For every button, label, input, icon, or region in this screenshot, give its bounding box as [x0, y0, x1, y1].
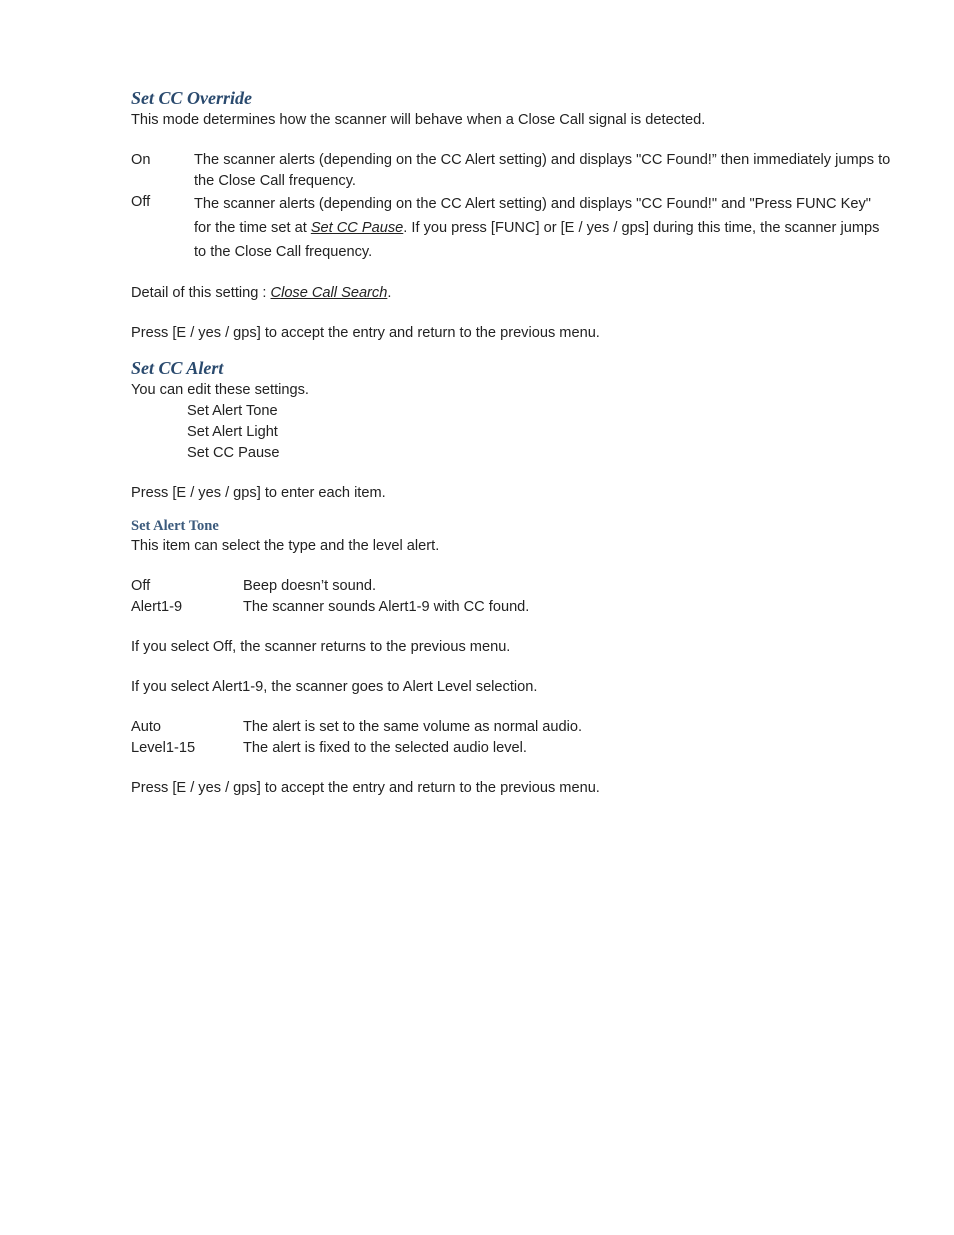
alert-press-note: Press [E / yes / gps] to enter each item. — [131, 485, 386, 501]
override-detail: Detail of this setting : Close Call Search. — [131, 285, 392, 301]
tone-press-note: Press [E / yes / gps] to accept the entry and return to the previous menu. — [131, 780, 600, 796]
option-term: Alert1-9 — [131, 599, 183, 615]
override-press-note: Press [E / yes / gps] to accept the entry and return to the previous menu. — [131, 325, 600, 341]
option-term: On — [131, 152, 151, 168]
link-set-cc-pause[interactable]: Set CC Pause — [310, 220, 404, 236]
option-term: Auto — [131, 719, 162, 735]
level-option-level — [131, 738, 891, 759]
link-close-call-search[interactable]: Close Call Search — [270, 285, 388, 301]
option-term: Level1-15 — [131, 740, 196, 756]
alert-intro: You can edit these settings. — [131, 382, 309, 398]
override-intro: This mode determines how the scanner will behave when a Close Call signal is detected. — [131, 112, 706, 128]
option-desc: The scanner sounds Alert1-9 with CC found. — [243, 599, 530, 615]
document-page — [131, 86, 891, 799]
option-term: Off — [131, 578, 151, 594]
section-title-set-cc-override: Set CC Override — [131, 88, 252, 108]
option-term: Off — [131, 194, 151, 210]
tone-option-alert — [131, 597, 891, 618]
option-desc: The alert is set to the same volume as normal audio. — [243, 719, 583, 735]
override-option-on — [131, 150, 891, 192]
override-option-off — [131, 192, 891, 264]
alert-item-light: Set Alert Light — [187, 424, 278, 440]
option-desc: The scanner alerts (depending on the CC Alert setting) and displays "CC Found!” then immediately jumps to the Close Call frequency. — [194, 152, 891, 189]
tone-intro: This item can select the type and the level alert. — [131, 538, 440, 554]
option-desc: The alert is fixed to the selected audio level. — [243, 740, 527, 756]
section-title-set-cc-alert: Set CC Alert — [131, 358, 224, 378]
tone-note-alert: If you select Alert1-9, the scanner goes to Alert Level selection. — [131, 679, 538, 695]
alert-item-pause: Set CC Pause — [187, 445, 280, 461]
level-option-auto — [131, 717, 891, 738]
alert-item-tone: Set Alert Tone — [187, 403, 278, 419]
tone-option-off — [131, 576, 891, 597]
option-desc: Beep doesn’t sound. — [243, 578, 377, 594]
subsection-title-set-alert-tone: Set Alert Tone — [131, 518, 219, 534]
tone-note-off: If you select Off, the scanner returns to the previous menu. — [131, 639, 511, 655]
option-desc: The scanner alerts (depending on the CC Alert setting) and displays "CC Found!" and "Press FUNC Key" for the time set at Set CC Pause. If you press [FUNC] or [E / yes / gps] during this time, the scanner jumps to the Close Call frequency. — [194, 196, 880, 260]
